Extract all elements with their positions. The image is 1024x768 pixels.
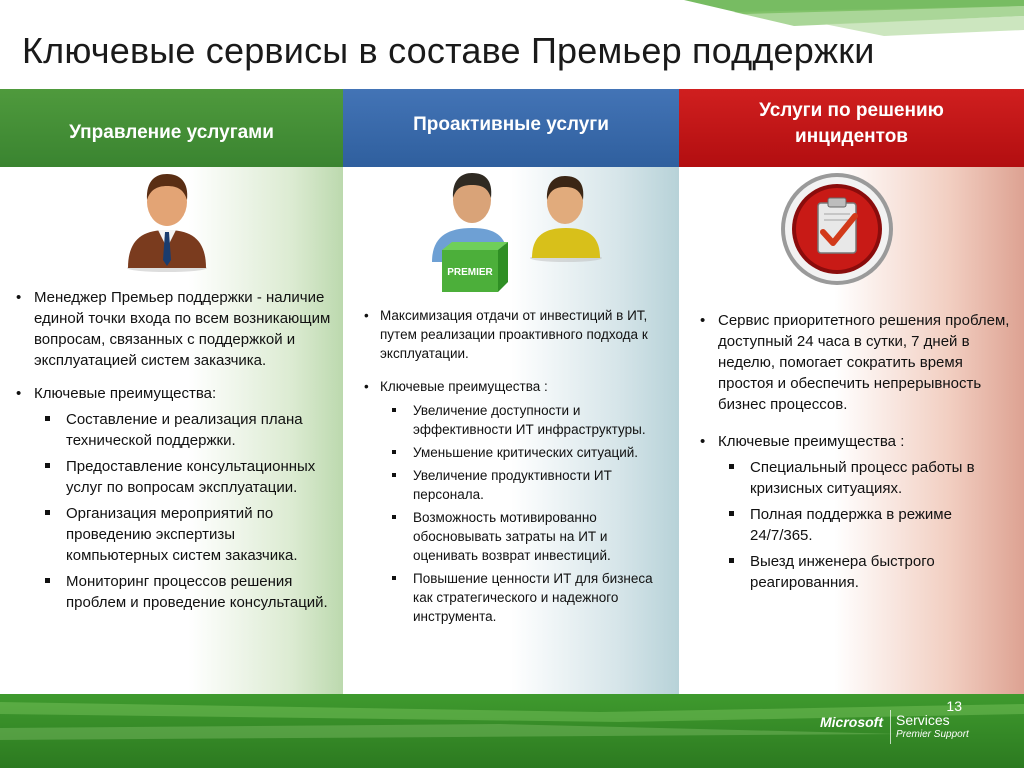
- list-item: • Менеджер Премьер поддержки - наличие единой точки входа по всем возникающим вопросам, связанных с поддержкой и эксплуатацией систем заказчика.: [16, 289, 331, 369]
- sub-list-item: Уменьшение критических ситуаций.: [362, 443, 667, 462]
- sub-list-item: Мониторинг процессов решения проблем и проведение консультаций.: [14, 571, 332, 613]
- sub-list-item: Повышение ценности ИТ для бизнеса как стратегического и надежного инструмента.: [362, 569, 667, 626]
- page-number: 13: [946, 698, 962, 714]
- list-item: • Ключевые преимущества : Специальный процесс работы в кризисных ситуациях. Полная поддержка в режиме 24/7/365. Выезд инженера быстрого реагированния.: [698, 431, 1014, 593]
- manager-person-icon: [122, 168, 212, 273]
- footer-decoration: [0, 694, 1024, 768]
- brand-name: Microsoft: [820, 714, 883, 730]
- sub-list-item: Предоставление консультационных услуг по вопросам эксплуатации.: [14, 456, 332, 498]
- sub-list-item: Полная поддержка в режиме 24/7/365.: [698, 504, 1014, 546]
- column-header-proactive-services: Проактивные услуги: [343, 89, 679, 167]
- list-item-text: Менеджер Премьер поддержки - наличие единой точки входа по всем возникающим вопросам, связанных с поддержкой и эксплуатацией систем заказчика.: [34, 289, 331, 369]
- list-item-text: Ключевые преимущества :: [718, 433, 905, 450]
- brand-tagline: Premier Support: [896, 729, 969, 740]
- list-item-text: Максимизация отдачи от инвестиций в ИТ, путем реализации проактивного подхода к эксплуатации.: [380, 308, 648, 361]
- list-item-text: Ключевые преимущества:: [34, 385, 217, 402]
- proactive-services-list: [362, 306, 667, 640]
- column-header-incident-services-label: Услуги по решению инцидентов: [759, 100, 944, 147]
- brand-product: Services: [896, 712, 950, 728]
- list-item: • Ключевые преимущества: Составление и реализация плана технической поддержки. Предоставление консультационных услуг по вопросам эксплуатации. Организация мероприятий по проведению экспертизы компьютерных систем заказчика. Мониторинг процессов решения проблем и проведение консультаций.: [14, 383, 332, 613]
- sub-list: [698, 457, 1014, 593]
- list-item-text: Ключевые преимущества :: [380, 379, 548, 394]
- column-header-incident-services: [679, 89, 1024, 167]
- sub-list-item: Организация мероприятий по проведению экспертизы компьютерных систем заказчика.: [14, 503, 332, 566]
- sub-list-item: Возможность мотивированно обосновывать затраты на ИТ и оценивать возврат инвестиций.: [362, 508, 667, 565]
- sub-list-item: Увеличение продуктивности ИТ персонала.: [362, 466, 667, 504]
- footer-bar: [0, 694, 1024, 768]
- sub-list-item: Выезд инженера быстрого реагированния.: [698, 551, 1014, 593]
- sub-list: [14, 409, 332, 613]
- list-item: • Максимизация отдачи от инвестиций в ИТ, путем реализации проактивного подхода к эксплуатации.: [364, 308, 648, 361]
- brand-separator: [890, 710, 891, 744]
- sub-list-item: Увеличение доступности и эффективности ИТ инфраструктуры.: [362, 401, 667, 439]
- incident-services-list: [698, 310, 1014, 605]
- sub-list: [362, 401, 667, 626]
- slide-title: Ключевые сервисы в составе Премьер поддержки: [22, 30, 875, 71]
- sub-list-item: Специальный процесс работы в кризисных ситуациях.: [698, 457, 1014, 499]
- premier-badge: PREMIER: [447, 267, 493, 278]
- list-item: • Ключевые преимущества : Увеличение доступности и эффективности ИТ инфраструктуры. Уменьшение критических ситуаций. Увеличение продуктивности ИТ персонала. Возможность мотивированно обосновывать затраты на ИТ и оценивать возврат инвестиций. Повышение ценности ИТ для бизнеса как стратегического и надежного инструмента.: [362, 377, 667, 626]
- clipboard-checkmark-icon: [778, 170, 896, 288]
- service-management-list: [14, 287, 332, 625]
- sub-list-item: Составление и реализация плана технической поддержки.: [14, 409, 332, 451]
- column-header-service-management: Управление услугами: [0, 89, 343, 167]
- list-item: • Сервис приоритетного решения проблем, доступный 24 часа в сутки, 7 дней в неделю, помогает сократить время простоя и обеспечить непрерывность бизнес процессов.: [700, 312, 1010, 413]
- list-item-text: Сервис приоритетного решения проблем, доступный 24 часа в сутки, 7 дней в неделю, помогает сократить время простоя и обеспечить непрерывность бизнес процессов.: [718, 312, 1010, 413]
